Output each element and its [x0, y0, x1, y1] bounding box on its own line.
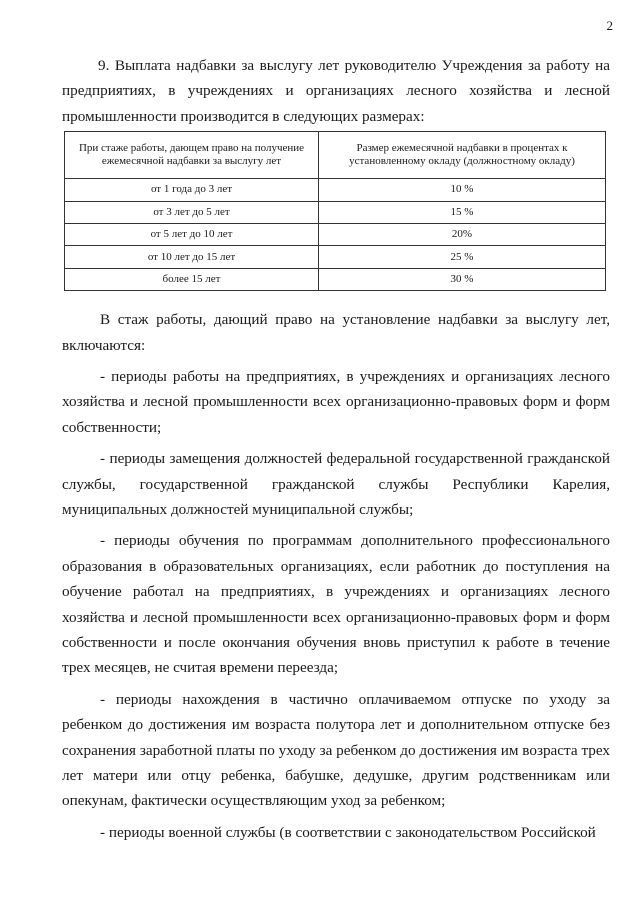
- table-cell-period: от 10 лет до 15 лет: [65, 246, 319, 268]
- table-row: [65, 268, 606, 290]
- table-cell-period: более 15 лет: [65, 268, 319, 290]
- table-cell-period: от 1 года до 3 лет: [65, 179, 319, 201]
- table-cell-percent: 15 %: [319, 201, 606, 223]
- paragraph-education: - периоды обучения по программам дополнительного профессионального образования в образовательных организациях, если работник до поступления на обучение работал на предприятиях, в учреждениях и организациях лесного хозяйства и лесной промышленности всех организационно-правовых форм и форм собственности и после окончания обучения вновь приступил к работе в течение трех месяцев, не считая времени переезда;: [62, 532, 610, 677]
- table-cell-percent: 20%: [319, 224, 606, 246]
- table-header-row: [65, 132, 606, 179]
- table-row: [65, 179, 606, 201]
- table-cell-period: от 3 лет до 5 лет: [65, 201, 319, 223]
- paragraph-civil-service: - периоды замещения должностей федеральной государственной гражданской службы, государственной гражданской службы Республики Карелия, муниципальных должностей муниципальной службы;: [62, 450, 610, 519]
- table-row: [65, 246, 606, 268]
- page-number: 2: [606, 18, 613, 33]
- seniority-table: [64, 131, 606, 291]
- table-header-cell: Размер ежемесячной надбавки в процентах к установленному окладу (должностному окладу): [319, 132, 606, 179]
- table-row: [65, 224, 606, 246]
- table-header-cell: При стаже работы, дающем право на получение ежемесячной надбавки за выслугу лет: [65, 132, 319, 179]
- paragraph-military-service: - периоды военной службы (в соответствии с законодательством Российской: [100, 823, 596, 841]
- table-cell-period: от 5 лет до 10 лет: [65, 224, 319, 246]
- document-body: [62, 53, 610, 845]
- paragraph-seniority-intro: В стаж работы, дающий право на установление надбавки за выслугу лет, включаются:: [62, 311, 610, 354]
- table-cell-percent: 25 %: [319, 246, 606, 268]
- paragraph-parental-leave: - периоды нахождения в частично оплачиваемом отпуске по уходу за ребенком до достижения им возраста полутора лет и дополнительном отпуске без сохранения заработной платы по уходу за ребенком до достижения им возраста трех лет матери или отцу ребенка, бабушке, дедушке, другим родственникам или опекунам, фактически осуществляющим уход за ребенком;: [62, 690, 610, 810]
- clause-9-intro: 9. Выплата надбавки за выслугу лет руководителю Учреждения за работу на предприятиях, в учреждениях и организациях лесного хозяйства и лесной промышленности производится в следующих размерах:: [62, 57, 610, 125]
- table-cell-percent: 10 %: [319, 179, 606, 201]
- table-row: [65, 201, 606, 223]
- table-cell-percent: 30 %: [319, 268, 606, 290]
- paragraph-forestry-work: - периоды работы на предприятиях, в учреждениях и организациях лесного хозяйства и лесной промышленности всех организационно-правовых форм и форм собственности;: [62, 367, 610, 436]
